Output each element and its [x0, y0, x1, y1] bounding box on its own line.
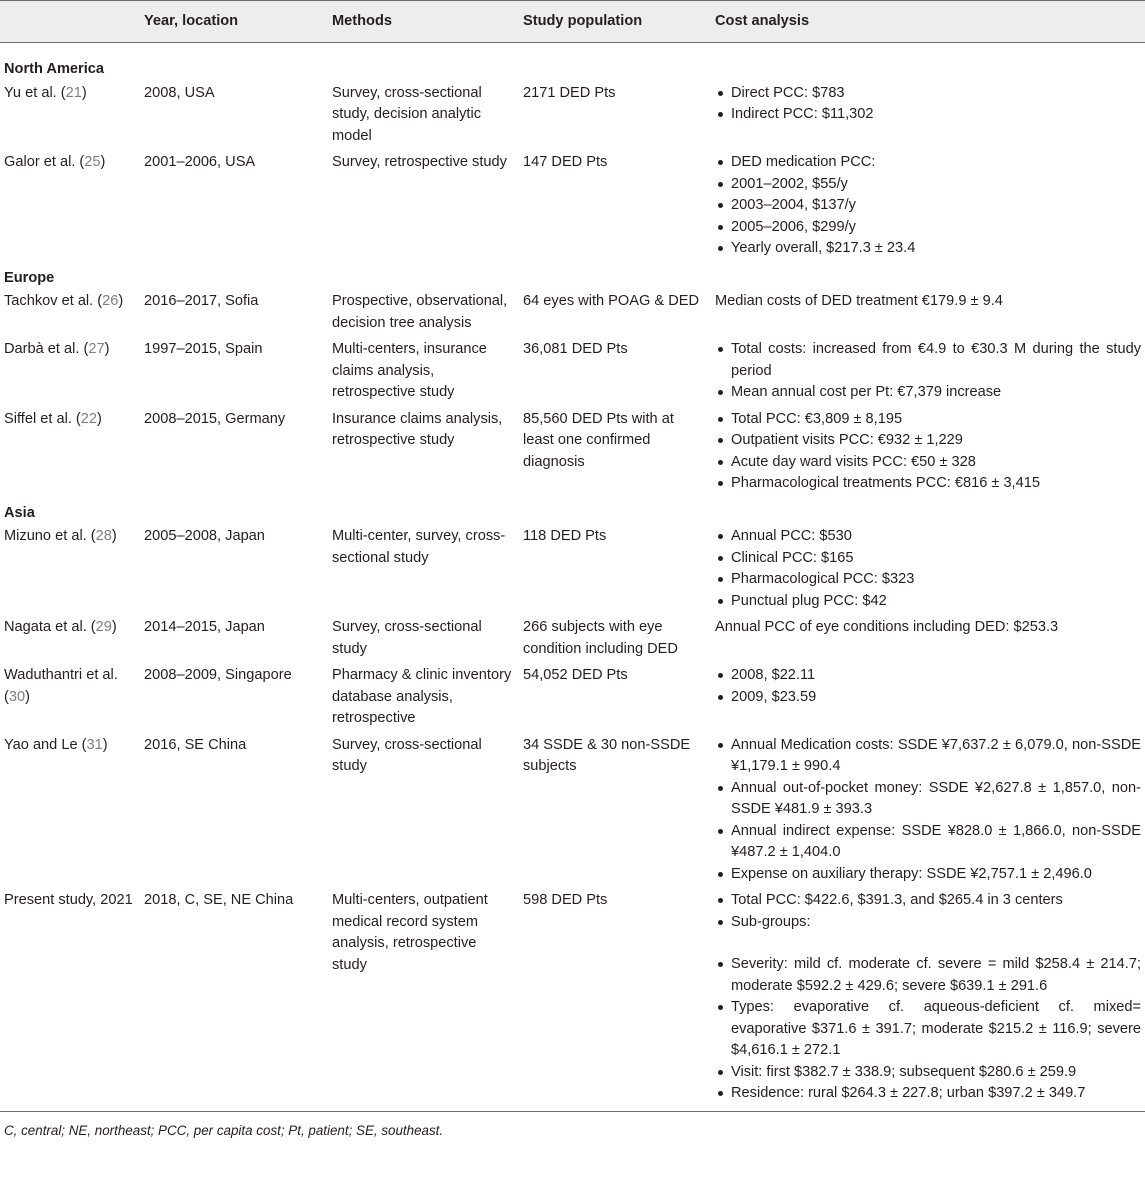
cost-item: Types: evaporative cf. aqueous-deficient cf. mixed= evaporative $371.6 ± 391.7; moderate $215.2 ± 116.9; severe $4,616.1 ± 272.1: [715, 997, 1141, 1062]
cost-item: 2003–2004, $137/y: [715, 195, 1141, 217]
list-spacer: [715, 933, 1141, 954]
author-text-end: ): [118, 293, 124, 309]
population-cell: 36,081 DED Pts: [523, 341, 628, 357]
population-cell: 147 DED Pts: [523, 154, 608, 170]
cost-list: [715, 890, 1141, 1105]
population-cell: 54,052 DED Pts: [523, 667, 628, 683]
cost-item: Yearly overall, $217.3 ± 23.4: [715, 238, 1141, 260]
table-header-row: [0, 1, 1145, 43]
author-text: Waduthantri et al. (: [4, 667, 118, 705]
table-body: [0, 43, 1145, 1112]
author-text: Tachkov et al. (: [4, 293, 103, 309]
cost-item: Acute day ward visits PCC: €50 ± 328: [715, 452, 1141, 474]
column-header-2: Methods: [328, 1, 519, 43]
year-location-cell: 2018, C, SE, NE China: [140, 888, 328, 1111]
cost-item: 2009, $23.59: [715, 687, 1141, 709]
methods-cell: Multi-center, survey, cross-sectional study: [332, 528, 506, 566]
author-text: Darbà et al. (: [4, 341, 89, 357]
reference-link[interactable]: 30: [8, 688, 26, 705]
region-row: [0, 498, 1145, 525]
reference-link[interactable]: 21: [65, 84, 82, 101]
population-cell: 2171 DED Pts: [523, 84, 616, 101]
methods-cell: Multi-centers, outpatient medical record system analysis, retrospective study: [328, 888, 519, 1111]
cost-item: Indirect PCC: $11,302: [715, 104, 1141, 126]
cost-item: Clinical PCC: $165: [715, 548, 1141, 570]
region-row: [0, 43, 1145, 81]
methods-cell: Survey, retrospective study: [332, 154, 507, 170]
population-cell: 85,560 DED Pts with at least one confirmed diagnosis: [523, 410, 674, 470]
cost-item: Annual PCC: $530: [715, 526, 1141, 548]
cost-item: Total PCC: $422.6, $391.3, and $265.4 in 3 centers: [715, 890, 1141, 912]
author-text: Yao and Le (: [4, 736, 87, 753]
region-heading: Europe: [4, 269, 55, 286]
study-cell: [0, 150, 140, 263]
column-header-3: Study population: [519, 1, 711, 43]
study-cell: [0, 407, 140, 498]
cost-item: Visit: first $382.7 ± 338.9; subsequent $280.6 ± 259.9: [715, 1062, 1141, 1084]
table-row: [0, 407, 1145, 498]
methods-cell: Prospective, observational, decision tree analysis: [332, 293, 508, 331]
author-text: Mizuno et al. (: [4, 528, 96, 544]
column-header-4: Cost analysis: [711, 1, 1145, 43]
column-header-1: Year, location: [140, 1, 328, 43]
cost-analysis-cell: [711, 733, 1145, 889]
author-text-end: ): [81, 84, 87, 101]
cost-item: Residence: rural $264.3 ± 227.8; urban $397.2 ± 349.7: [715, 1083, 1141, 1105]
reference-link[interactable]: 31: [86, 736, 103, 753]
reference-link[interactable]: 25: [84, 154, 101, 170]
study-cell: [0, 888, 140, 1111]
methods-cell: Multi-centers, insurance claims analysis, retrospective study: [332, 341, 487, 400]
cost-analysis-cell: [711, 150, 1145, 263]
population-cell: 266 subjects with eye condition including DED: [523, 619, 678, 657]
author-text-end: ): [111, 528, 117, 544]
author-text: Present study, 2021: [4, 892, 133, 908]
table-row: [0, 663, 1145, 733]
table-row: [0, 888, 1145, 1111]
cost-analysis-cell: [711, 615, 1145, 663]
cost-analysis-cell: [711, 289, 1145, 337]
author-text-end: ): [102, 736, 108, 753]
cost-list: [715, 83, 1141, 126]
region-heading: Asia: [4, 504, 35, 521]
cost-list: [715, 152, 1141, 260]
population-cell: 34 SSDE & 30 non-SSDE subjects: [523, 736, 691, 774]
population-cell: 598 DED Pts: [519, 888, 711, 1111]
year-location-cell: 1997–2015, Spain: [144, 341, 263, 357]
column-header-0: [0, 1, 140, 43]
cost-item: Expense on auxiliary therapy: SSDE ¥2,757.1 ± 2,496.0: [715, 864, 1141, 886]
author-text: Galor et al. (: [4, 154, 85, 170]
cost-list: [715, 409, 1141, 495]
methods-cell: Insurance claims analysis, retrospective study: [332, 410, 503, 448]
cost-item: Annual out-of-pocket money: SSDE ¥2,627.8 ± 1,857.0, non-SSDE ¥481.9 ± 393.3: [715, 778, 1141, 821]
cost-analysis-cell: [711, 524, 1145, 615]
table-row: [0, 524, 1145, 615]
author-text-end: ): [25, 688, 30, 705]
study-cell: [0, 615, 140, 663]
cost-item: Pharmacological treatments PCC: €816 ± 3,415: [715, 473, 1141, 495]
cost-analysis-cell: [711, 337, 1145, 407]
cost-list: [715, 735, 1141, 886]
cost-list: [715, 526, 1141, 612]
author-text-end: ): [97, 410, 102, 427]
population-cell: 118 DED Pts: [523, 528, 607, 544]
cost-item: 2008, $22.11: [715, 665, 1141, 687]
cost-list: [715, 339, 1141, 404]
cost-item: Direct PCC: $783: [715, 83, 1141, 105]
year-location-cell: 2005–2008, Japan: [144, 528, 265, 544]
region-heading: North America: [4, 61, 105, 77]
cost-analysis-cell: [711, 81, 1145, 151]
cost-text: Annual PCC of eye conditions including DED: $253.3: [715, 619, 1059, 635]
cost-item: Outpatient visits PCC: €932 ± 1,229: [715, 430, 1141, 452]
methods-cell: Pharmacy & clinic inventory database analysis, retrospective: [332, 667, 512, 726]
table-footnote: C, central; NE, northeast; PCC, per capita cost; Pt, patient; SE, southeast.: [4, 1122, 444, 1138]
author-text: Yu et al. (: [4, 84, 66, 101]
author-text-end: ): [100, 154, 106, 170]
year-location-cell: 2008–2009, Singapore: [144, 667, 292, 683]
cost-item: Severity: mild cf. moderate cf. severe = mild $258.4 ± 214.7; moderate $592.2 ± 429.6; severe $639.1 ± 291.6: [715, 954, 1141, 997]
table-row: [0, 150, 1145, 263]
study-cell: [0, 663, 140, 733]
table-row: [0, 289, 1145, 337]
methods-cell: Survey, cross-sectional study: [332, 619, 482, 657]
author-text: Siffel et al. (: [4, 410, 81, 427]
cost-item: Annual indirect expense: SSDE ¥828.0 ± 1,866.0, non-SSDE ¥487.2 ± 1,404.0: [715, 821, 1141, 864]
year-location-cell: 2016, SE China: [144, 736, 247, 753]
population-cell: 64 eyes with POAG & DED: [523, 293, 700, 309]
cost-item: 2001–2002, $55/y: [715, 174, 1141, 196]
cost-list: [715, 665, 1141, 708]
cost-item: 2005–2006, $299/y: [715, 217, 1141, 239]
table-row: [0, 81, 1145, 151]
reference-link[interactable]: 22: [80, 410, 98, 427]
cost-item: Annual Medication costs: SSDE ¥7,637.2 ± 6,079.0, non-SSDE ¥1,179.1 ± 990.4: [715, 735, 1141, 778]
cost-analysis-cell: [711, 663, 1145, 733]
cost-item: DED medication PCC:: [715, 152, 1141, 174]
cost-item: Sub-groups:: [715, 912, 1141, 934]
cost-analysis-cell: [711, 407, 1145, 498]
author-text-end: ): [104, 341, 110, 357]
year-location-cell: 2001–2006, USA: [144, 154, 256, 170]
reference-link[interactable]: 27: [88, 341, 105, 357]
cost-item: Pharmacological PCC: $323: [715, 569, 1141, 591]
cost-text: Median costs of DED treatment €179.9 ± 9.4: [715, 293, 1003, 309]
year-location-cell: 2014–2015, Japan: [144, 619, 265, 635]
study-cell: [0, 337, 140, 407]
table-row: [0, 337, 1145, 407]
cost-item: Total PCC: €3,809 ± 8,195: [715, 409, 1141, 431]
methods-cell: Survey, cross-sectional study: [332, 736, 482, 774]
reference-link[interactable]: 28: [95, 528, 112, 544]
methods-cell: Survey, cross-sectional study, decision analytic model: [332, 84, 482, 144]
table-row: [0, 615, 1145, 663]
reference-link[interactable]: 26: [102, 293, 119, 309]
cost-item: Punctual plug PCC: $42: [715, 591, 1141, 613]
cost-item: Mean annual cost per Pt: €7,379 increase: [715, 382, 1141, 404]
reference-link[interactable]: 29: [95, 619, 112, 635]
cost-item: Total costs: increased from €4.9 to €30.3 M during the study period: [715, 339, 1141, 382]
study-cell: [0, 733, 140, 889]
year-location-cell: 2008–2015, Germany: [144, 410, 286, 427]
study-cell: [0, 524, 140, 615]
author-text: Nagata et al. (: [4, 619, 96, 635]
year-location-cell: 2016–2017, Sofia: [144, 293, 259, 309]
study-cell: [0, 289, 140, 337]
author-text-end: ): [111, 619, 117, 635]
study-cell: [0, 81, 140, 151]
year-location-cell: 2008, USA: [144, 84, 215, 101]
cost-analysis-cell: [711, 888, 1145, 1111]
table-row: [0, 733, 1145, 889]
region-row: [0, 263, 1145, 290]
